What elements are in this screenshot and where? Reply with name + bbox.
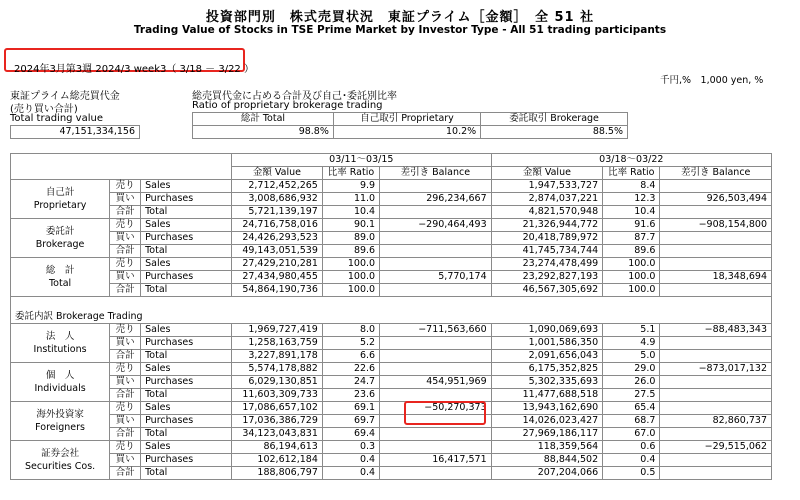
value-period-2: 6,175,352,825 (491, 363, 603, 376)
category-cell (11, 363, 110, 402)
row-type-en: Total (141, 467, 232, 480)
ratio-label-jp: 総売買代金に占める合計及び自己･委託別比率 (192, 91, 397, 102)
balance-period-1 (380, 350, 492, 363)
table-row (11, 232, 772, 245)
total-label-jp: 東証プライム総売買代金 (10, 91, 120, 102)
category-label-jp: 海外投資家 (36, 409, 84, 420)
category-label-en: Individuals (34, 383, 86, 394)
category-label-jp: 個 人 (45, 370, 75, 381)
row-type-en: Purchases (141, 232, 232, 245)
value-period-1: 3,008,686,932 (231, 193, 322, 206)
ratio-period-2: 100.0 (603, 271, 660, 284)
category-cell (11, 324, 110, 363)
balance-period-2 (660, 402, 772, 415)
value-period-2: 118,359,564 (491, 441, 603, 454)
ratio-period-2: 65.4 (603, 402, 660, 415)
balance-period-2 (660, 376, 772, 389)
ratio-header: 委託取引 Brokerage (481, 113, 628, 126)
ratio-period-1: 69.4 (322, 428, 379, 441)
row-type-en: Purchases (141, 376, 232, 389)
balance-period-1 (380, 467, 492, 480)
value-period-2: 11,477,688,518 (491, 389, 603, 402)
category-cell (11, 219, 110, 258)
row-type-jp: 売り (110, 324, 141, 337)
balance-period-1 (380, 284, 492, 297)
ratio-period-1: 8.0 (322, 324, 379, 337)
value-period-1: 6,029,130,851 (231, 376, 322, 389)
row-type-en: Total (141, 284, 232, 297)
row-type-en: Sales (141, 324, 232, 337)
row-type-en: Purchases (141, 415, 232, 428)
ratio-period-1: 100.0 (322, 271, 379, 284)
column-header: 金額 Value (491, 167, 603, 180)
value-period-2: 14,026,023,427 (491, 415, 603, 428)
balance-period-1 (380, 258, 492, 271)
ratio-value: 98.8% (193, 126, 334, 139)
week-label: 2024年3月第3週 2024/3 week3（ 3/18 － 3/22 ） (14, 64, 254, 75)
ratio-label-en: Ratio of proprietary brokerage trading (192, 100, 383, 111)
ratio-period-1: 69.1 (322, 402, 379, 415)
ratio-period-1: 89.6 (322, 245, 379, 258)
value-period-1: 24,426,293,523 (231, 232, 322, 245)
ratio-period-2: 10.4 (603, 206, 660, 219)
balance-period-1 (380, 232, 492, 245)
total-value-table (10, 125, 140, 139)
row-type-jp: 合計 (110, 284, 141, 297)
ratio-table (192, 112, 628, 139)
value-period-2: 1,001,586,350 (491, 337, 603, 350)
row-type-jp: 買い (110, 415, 141, 428)
ratio-value: 88.5% (481, 126, 628, 139)
total-value: 47,151,334,156 (11, 126, 140, 139)
balance-period-2: 18,348,694 (660, 271, 772, 284)
balance-period-2: 926,503,494 (660, 193, 772, 206)
value-period-1: 86,194,613 (231, 441, 322, 454)
balance-period-1: 16,417,571 (380, 454, 492, 467)
value-period-2: 1,947,533,727 (491, 180, 603, 193)
row-type-jp: 合計 (110, 245, 141, 258)
table-row (11, 258, 772, 271)
value-period-2: 46,567,305,692 (491, 284, 603, 297)
balance-period-2 (660, 337, 772, 350)
value-period-1: 17,036,386,729 (231, 415, 322, 428)
row-type-en: Sales (141, 363, 232, 376)
balance-period-2 (660, 284, 772, 297)
value-period-2: 23,292,827,193 (491, 271, 603, 284)
value-period-2: 27,969,186,117 (491, 428, 603, 441)
balance-period-1 (380, 337, 492, 350)
ratio-period-1: 69.7 (322, 415, 379, 428)
title-english: Trading Value of Stocks in TSE Prime Market by Investor Type - All 51 trading participants (133, 24, 667, 36)
ratio-period-2: 27.5 (603, 389, 660, 402)
row-type-jp: 合計 (110, 428, 141, 441)
value-period-2: 1,090,069,693 (491, 324, 603, 337)
balance-period-2: −908,154,800 (660, 219, 772, 232)
balance-period-1: 296,234,667 (380, 193, 492, 206)
value-period-2: 20,418,789,972 (491, 232, 603, 245)
balance-period-1: −711,563,660 (380, 324, 492, 337)
value-period-1: 34,123,043,831 (231, 428, 322, 441)
value-period-2: 207,204,066 (491, 467, 603, 480)
category-cell (11, 441, 110, 480)
value-period-1: 27,434,980,455 (231, 271, 322, 284)
value-period-1: 17,086,657,102 (231, 402, 322, 415)
value-period-2: 88,844,502 (491, 454, 603, 467)
ratio-period-2: 0.5 (603, 467, 660, 480)
table-row (11, 180, 772, 193)
ratio-period-2: 100.0 (603, 258, 660, 271)
ratio-period-1: 6.6 (322, 350, 379, 363)
row-type-jp: 売り (110, 180, 141, 193)
row-type-en: Sales (141, 441, 232, 454)
balance-period-1 (380, 206, 492, 219)
value-period-1: 1,258,163,759 (231, 337, 322, 350)
ratio-period-2: 87.7 (603, 232, 660, 245)
balance-highlight-box (404, 401, 486, 425)
balance-period-1 (380, 180, 492, 193)
ratio-period-2: 5.0 (603, 350, 660, 363)
table-row (11, 363, 772, 376)
row-type-jp: 売り (110, 402, 141, 415)
row-type-en: Purchases (141, 193, 232, 206)
ratio-period-2: 26.0 (603, 376, 660, 389)
balance-period-2 (660, 245, 772, 258)
column-header: 差引き Balance (380, 167, 492, 180)
category-label-jp: 自己計 (45, 187, 75, 198)
value-period-2: 21,326,944,772 (491, 219, 603, 232)
table-row (11, 376, 772, 389)
category-label-en: Proprietary (33, 200, 87, 211)
balance-period-2 (660, 180, 772, 193)
table-row (11, 350, 772, 363)
value-period-1: 54,864,190,736 (231, 284, 322, 297)
ratio-period-1: 5.2 (322, 337, 379, 350)
row-type-en: Purchases (141, 271, 232, 284)
balance-period-2 (660, 467, 772, 480)
ratio-period-1: 0.4 (322, 467, 379, 480)
ratio-period-1: 100.0 (322, 258, 379, 271)
table-row (11, 206, 772, 219)
row-type-en: Purchases (141, 337, 232, 350)
row-type-jp: 買い (110, 454, 141, 467)
table-row (11, 324, 772, 337)
ratio-period-2: 8.4 (603, 180, 660, 193)
category-label-en: Securities Cos. (24, 461, 96, 472)
category-label-jp: 証券会社 (41, 448, 80, 459)
row-type-jp: 買い (110, 376, 141, 389)
total-label-en: Total trading value (10, 113, 103, 124)
ratio-period-2: 4.9 (603, 337, 660, 350)
value-period-1: 3,227,891,178 (231, 350, 322, 363)
balance-period-2 (660, 258, 772, 271)
balance-period-2: 82,860,737 (660, 415, 772, 428)
ratio-period-1: 0.4 (322, 454, 379, 467)
row-type-jp: 合計 (110, 467, 141, 480)
column-header: 差引き Balance (660, 167, 772, 180)
section-spacer (11, 297, 772, 312)
ratio-value: 10.2% (333, 126, 480, 139)
row-type-en: Total (141, 389, 232, 402)
row-type-jp: 売り (110, 219, 141, 232)
category-label-en: Brokerage (35, 239, 85, 250)
balance-period-1: 5,770,174 (380, 271, 492, 284)
row-type-jp: 合計 (110, 350, 141, 363)
row-type-en: Total (141, 245, 232, 258)
category-cell (11, 402, 110, 441)
balance-period-2 (660, 232, 772, 245)
ratio-period-1: 0.3 (322, 441, 379, 454)
row-type-en: Purchases (141, 454, 232, 467)
row-type-jp: 合計 (110, 206, 141, 219)
category-label-en: Foreigners (35, 422, 85, 433)
category-cell (11, 258, 110, 297)
value-period-1: 1,969,727,419 (231, 324, 322, 337)
balance-period-1 (380, 389, 492, 402)
table-row (11, 441, 772, 454)
ratio-period-1: 10.4 (322, 206, 379, 219)
table-row (11, 219, 772, 232)
row-type-jp: 売り (110, 363, 141, 376)
table-row (11, 389, 772, 402)
ratio-period-2: 29.0 (603, 363, 660, 376)
value-period-2: 13,943,162,690 (491, 402, 603, 415)
balance-period-1: 454,951,969 (380, 376, 492, 389)
corner-cell (11, 154, 232, 180)
row-type-en: Sales (141, 258, 232, 271)
balance-period-1 (380, 363, 492, 376)
table-row (11, 337, 772, 350)
ratio-period-2: 89.6 (603, 245, 660, 258)
row-type-en: Sales (141, 402, 232, 415)
value-period-1: 188,806,797 (231, 467, 322, 480)
category-label-jp: 総 計 (45, 265, 75, 276)
bottom-groups (11, 324, 772, 480)
balance-period-2 (660, 206, 772, 219)
value-period-1: 5,721,139,197 (231, 206, 322, 219)
balance-period-2: −29,515,062 (660, 441, 772, 454)
value-period-1: 49,143,051,539 (231, 245, 322, 258)
table-row (11, 415, 772, 428)
row-type-en: Sales (141, 219, 232, 232)
ratio-period-2: 0.6 (603, 441, 660, 454)
balance-period-1: −290,464,493 (380, 219, 492, 232)
ratio-period-1: 22.6 (322, 363, 379, 376)
ratio-period-2: 100.0 (603, 284, 660, 297)
ratio-period-1: 23.6 (322, 389, 379, 402)
value-period-2: 41,745,734,744 (491, 245, 603, 258)
row-type-jp: 売り (110, 441, 141, 454)
table-row (11, 454, 772, 467)
ratio-period-1: 90.1 (322, 219, 379, 232)
balance-period-1 (380, 441, 492, 454)
ratio-period-1: 9.9 (322, 180, 379, 193)
value-period-2: 5,302,335,693 (491, 376, 603, 389)
value-period-1: 102,612,184 (231, 454, 322, 467)
balance-period-2 (660, 454, 772, 467)
row-type-jp: 合計 (110, 389, 141, 402)
ratio-period-2: 91.6 (603, 219, 660, 232)
value-period-1: 11,603,309,733 (231, 389, 322, 402)
ratio-period-1: 100.0 (322, 284, 379, 297)
table-row (11, 284, 772, 297)
value-period-2: 23,274,478,499 (491, 258, 603, 271)
period-header: 03/18～03/22 (491, 154, 771, 167)
table-row (11, 193, 772, 206)
period-header: 03/11～03/15 (231, 154, 491, 167)
balance-period-2: −873,017,132 (660, 363, 772, 376)
balance-period-1: −50,270,373 (380, 402, 492, 415)
ratio-period-2: 68.7 (603, 415, 660, 428)
category-label-en: Institutions (33, 344, 87, 355)
value-period-1: 27,429,210,281 (231, 258, 322, 271)
ratio-period-2: 67.0 (603, 428, 660, 441)
value-period-2: 4,821,570,948 (491, 206, 603, 219)
row-type-jp: 買い (110, 193, 141, 206)
ratio-period-2: 12.3 (603, 193, 660, 206)
value-period-1: 24,716,758,016 (231, 219, 322, 232)
row-type-en: Total (141, 428, 232, 441)
category-cell (11, 180, 110, 219)
balance-period-2 (660, 389, 772, 402)
brokerage-breakdown-label: 委託内訳 Brokerage Trading (11, 311, 772, 324)
row-type-en: Total (141, 350, 232, 363)
ratio-header: 総計 Total (193, 113, 334, 126)
table-row (11, 428, 772, 441)
balance-period-2: −88,483,343 (660, 324, 772, 337)
row-type-jp: 売り (110, 258, 141, 271)
value-period-1: 2,712,452,265 (231, 180, 322, 193)
balance-period-2 (660, 350, 772, 363)
balance-period-1 (380, 245, 492, 258)
column-header: 比率 Ratio (603, 167, 660, 180)
category-label-jp: 委託計 (45, 226, 75, 237)
ratio-period-2: 0.4 (603, 454, 660, 467)
row-type-jp: 買い (110, 232, 141, 245)
top-groups (11, 180, 772, 297)
category-label-en: Total (48, 278, 72, 289)
ratio-period-1: 11.0 (322, 193, 379, 206)
spacer-section (11, 297, 772, 324)
total-label-jp2: (売り買い合計) (10, 104, 78, 115)
balance-period-1 (380, 428, 492, 441)
row-type-en: Sales (141, 180, 232, 193)
ratio-period-1: 24.7 (322, 376, 379, 389)
ratio-period-2: 5.1 (603, 324, 660, 337)
table-row (11, 402, 772, 415)
title-japanese: 投資部門別 株式売買状況 東証プライム［金額］ 全 51 社 (205, 10, 595, 25)
ratio-header: 自己取引 Proprietary (333, 113, 480, 126)
value-period-1: 5,574,178,882 (231, 363, 322, 376)
row-type-jp: 買い (110, 271, 141, 284)
column-header: 金額 Value (231, 167, 322, 180)
category-label-jp: 法 人 (45, 331, 75, 342)
ratio-period-1: 89.0 (322, 232, 379, 245)
table-row (11, 245, 772, 258)
column-header: 比率 Ratio (322, 167, 379, 180)
row-type-jp: 買い (110, 337, 141, 350)
table-row (11, 271, 772, 284)
value-period-2: 2,091,656,043 (491, 350, 603, 363)
table-row (11, 467, 772, 480)
trading-table (10, 153, 772, 480)
row-type-en: Total (141, 206, 232, 219)
value-period-2: 2,874,037,221 (491, 193, 603, 206)
unit-label: 千円,% 1,000 yen, % (660, 75, 764, 86)
balance-period-2 (660, 428, 772, 441)
